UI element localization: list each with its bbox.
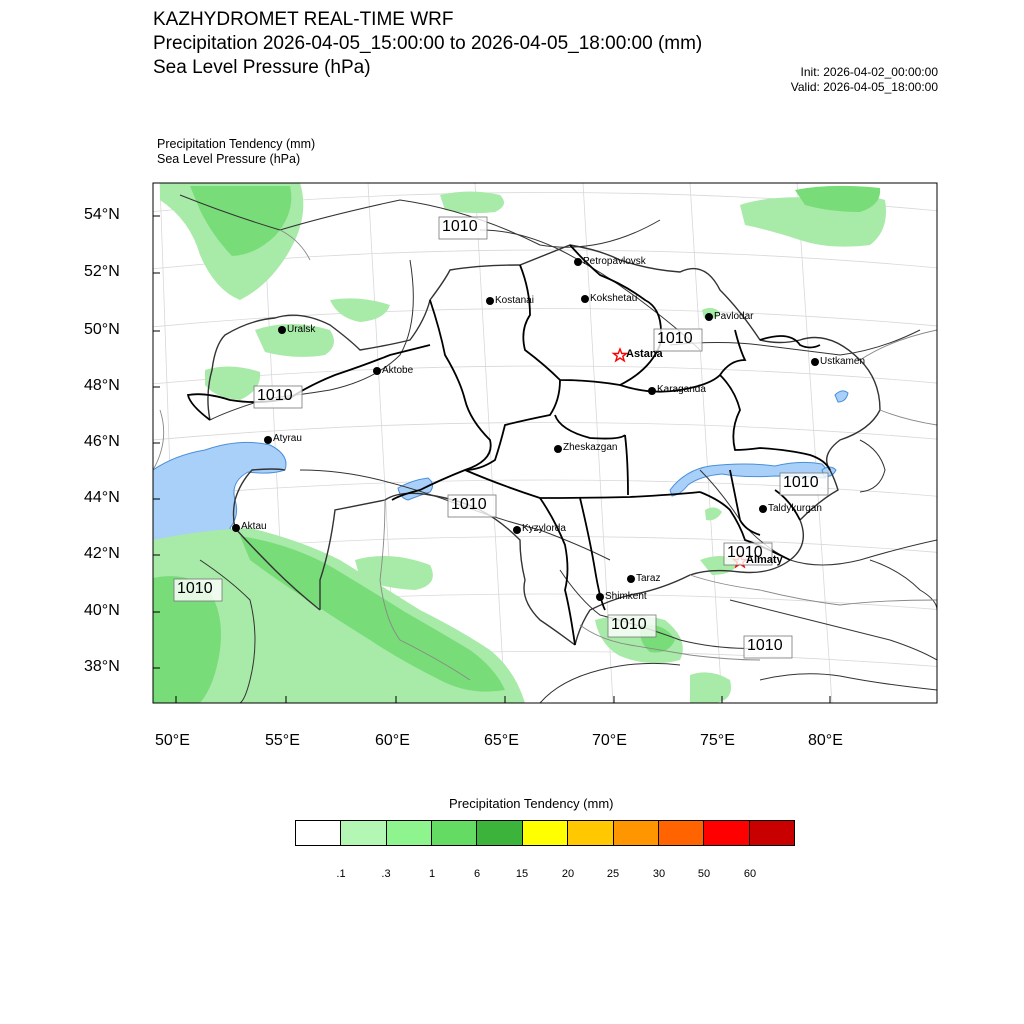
city-label-zheskazgan: Zheskazgan	[563, 442, 618, 453]
city-dot-aktau	[232, 524, 240, 532]
lat-label-54: 54°N	[84, 206, 120, 223]
map-title-line3: Sea Level Pressure (hPa)	[153, 57, 371, 78]
map-content	[120, 183, 980, 703]
colorbar-label: .1	[336, 868, 346, 880]
colorbar-label: 25	[606, 868, 620, 880]
colorbar-swatch	[567, 821, 612, 845]
colorbar-swatch	[431, 821, 476, 845]
isobar-label: 1010	[611, 616, 647, 633]
city-dot-atyrau	[264, 436, 272, 444]
isobar-label: 1010	[747, 637, 783, 654]
map-title-line1: KAZHYDROMET REAL-TIME WRF	[153, 9, 454, 30]
lon-label-60: 60°E	[375, 732, 410, 749]
colorbar-swatch	[296, 821, 340, 845]
lat-label-50: 50°N	[84, 321, 120, 338]
city-label-pavlodar: Pavlodar	[714, 311, 754, 322]
isobar-label: 1010	[177, 580, 213, 597]
colorbar	[295, 820, 795, 846]
city-label-almaty: Almaty	[746, 554, 783, 566]
map-subtitle-slp: Sea Level Pressure (hPa)	[157, 152, 301, 166]
colorbar-swatch	[613, 821, 658, 845]
city-dot-kokshetau	[581, 295, 589, 303]
colorbar-swatch	[522, 821, 567, 845]
isobar-label: 1010	[451, 496, 487, 513]
lat-label-40: 40°N	[84, 602, 120, 619]
city-dot-aktobe	[373, 367, 381, 375]
colorbar-swatch	[340, 821, 385, 845]
city-label-kyzylorda: Kyzylorda	[522, 523, 566, 534]
lat-label-38: 38°N	[84, 658, 120, 675]
city-label-kokshetau: Kokshetau	[590, 293, 638, 304]
colorbar-swatch	[476, 821, 521, 845]
colorbar-swatch	[386, 821, 431, 845]
city-dot-zheskazgan	[554, 445, 562, 453]
isobar-label: 1010	[783, 474, 819, 491]
colorbar-label: 30	[652, 868, 666, 880]
init-time: Init: 2026-04-02_00:00:00	[800, 65, 938, 79]
city-dot-kyzylorda	[513, 526, 521, 534]
lon-label-55: 55°E	[265, 732, 300, 749]
isobar-label: 1010	[442, 218, 478, 235]
city-dot-ustkamen	[811, 358, 819, 366]
city-label-atyrau: Atyrau	[273, 433, 302, 444]
colorbar-label: 60	[743, 868, 757, 880]
colorbar-title: Precipitation Tendency (mm)	[449, 796, 614, 811]
map-subtitle-precip: Precipitation Tendency (mm)	[157, 137, 316, 151]
city-dot-uralsk	[278, 326, 286, 334]
valid-time: Valid: 2026-04-05_18:00:00	[790, 80, 938, 94]
city-dot-kostanai	[486, 297, 494, 305]
lat-label-46: 46°N	[84, 433, 120, 450]
lon-label-80: 80°E	[808, 732, 843, 749]
isobar-label: 1010	[257, 387, 293, 404]
city-dot-taldykurgan	[759, 505, 767, 513]
lat-label-48: 48°N	[84, 377, 120, 394]
colorbar-label: 20	[561, 868, 575, 880]
colorbar-label: .3	[381, 868, 391, 880]
city-label-taraz: Taraz	[636, 573, 661, 584]
colorbar-swatch	[749, 821, 794, 845]
city-label-uralsk: Uralsk	[287, 324, 316, 335]
city-label-aktobe: Aktobe	[382, 365, 414, 376]
colorbar-label: 15	[515, 868, 529, 880]
city-dot-petropavlovsk	[574, 258, 582, 266]
city-label-aktau: Aktau	[241, 521, 267, 532]
colorbar-label: 6	[473, 868, 481, 880]
lon-label-70: 70°E	[592, 732, 627, 749]
lon-label-65: 65°E	[484, 732, 519, 749]
colorbar-label: 1	[428, 868, 436, 880]
city-dot-shimkent	[596, 593, 604, 601]
lat-label-44: 44°N	[84, 489, 120, 506]
colorbar-swatch	[703, 821, 748, 845]
city-dot-taraz	[627, 575, 635, 583]
city-label-taldykurgan: Taldykurgan	[768, 503, 822, 514]
colorbar-label: 50	[697, 868, 711, 880]
lon-label-50: 50°E	[155, 732, 190, 749]
city-label-ustkamen: Ustkamen	[820, 356, 866, 367]
city-dot-pavlodar	[705, 313, 713, 321]
colorbar-swatch	[658, 821, 703, 845]
lat-label-52: 52°N	[84, 263, 120, 280]
city-label-petropavlovsk: Petropavlovsk	[583, 256, 646, 267]
city-label-karaganda: Karaganda	[657, 384, 706, 395]
city-label-astana: Astana	[626, 348, 663, 360]
map-title-line2: Precipitation 2026-04-05_15:00:00 to 2026-04-05_18:00:00 (mm)	[153, 33, 703, 54]
city-dot-karaganda	[648, 387, 656, 395]
city-label-kostanai: Kostanai	[495, 295, 534, 306]
lon-label-75: 75°E	[700, 732, 735, 749]
isobar-label: 1010	[657, 330, 693, 347]
lat-label-42: 42°N	[84, 545, 120, 562]
city-label-shimkent: Shimkent	[605, 591, 647, 602]
isobar-label: 1010	[727, 544, 763, 561]
